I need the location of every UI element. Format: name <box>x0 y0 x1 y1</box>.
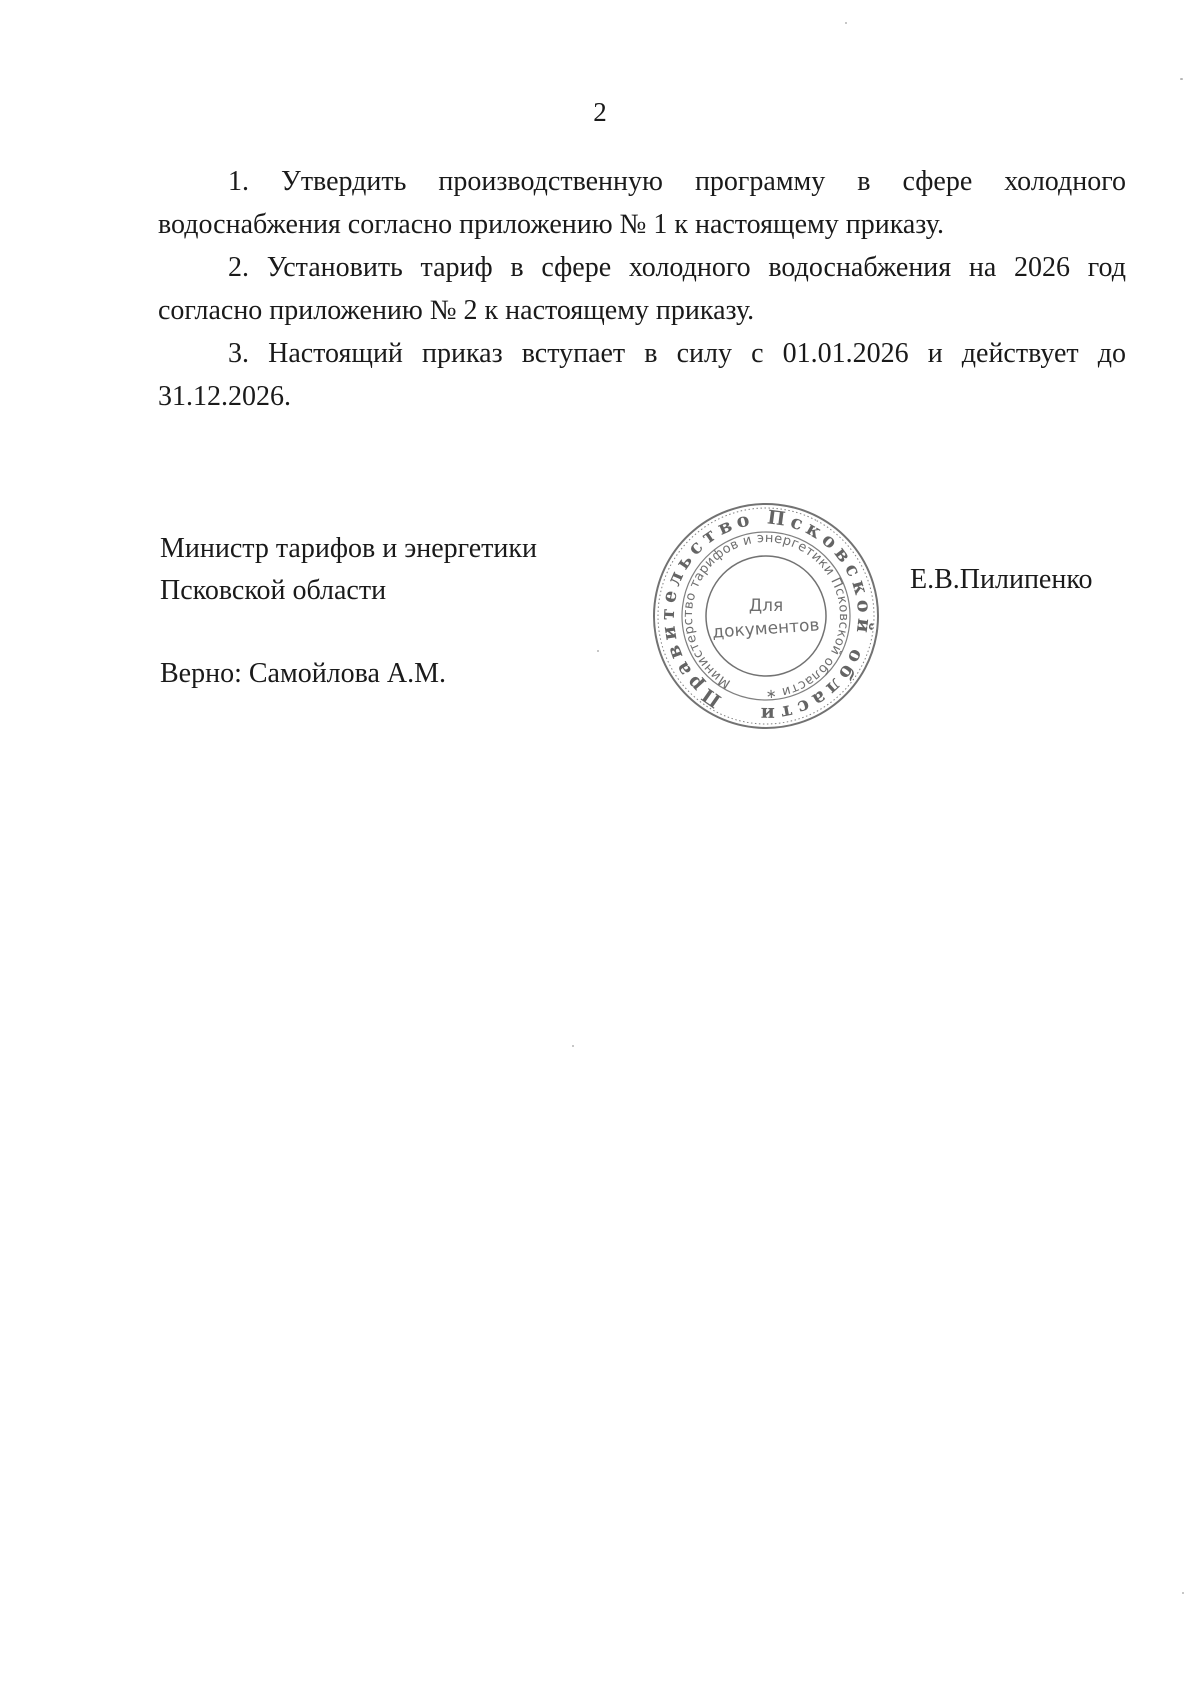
order-item-1: 1. Утвердить производственную программу в сфере холодного водоснабжения согласно приложению № 1 к настоящему приказу. <box>158 166 1126 240</box>
scan-speck <box>1182 1592 1184 1594</box>
certified-by-note: Верно: Самойлова А.М. <box>160 658 447 689</box>
seal-center-line-1: Для <box>748 596 784 616</box>
seal-inner-text: Министерство тарифов и энергетики Псковской области ∗ <box>680 530 852 702</box>
scan-speck <box>845 22 847 24</box>
order-item-2: 2. Установить тариф в сфере холодного водоснабжения на 2026 год согласно приложению № 2 к настоящему приказу. <box>158 252 1126 326</box>
signatory-title-line-1: Министр тарифов и энергетики <box>160 533 537 564</box>
scan-speck <box>597 650 599 652</box>
seal-center-line-2: документов <box>711 615 821 643</box>
signatory-title <box>160 528 640 612</box>
official-seal-stamp <box>650 500 882 732</box>
signatory-title-line-2: Псковской области <box>160 575 387 606</box>
seal-outer-text: Правительство Псковской области <box>656 506 876 726</box>
scan-speck <box>572 1045 574 1047</box>
signatory-name: Е.В.Пилипенко <box>910 564 1093 595</box>
page-number: 2 <box>593 97 607 127</box>
order-item-3: 3. Настоящий приказ вступает в силу с 01.01.2026 и действует до 31.12.2026. <box>158 338 1126 412</box>
scan-speck <box>1180 78 1183 80</box>
order-body <box>158 160 1126 418</box>
